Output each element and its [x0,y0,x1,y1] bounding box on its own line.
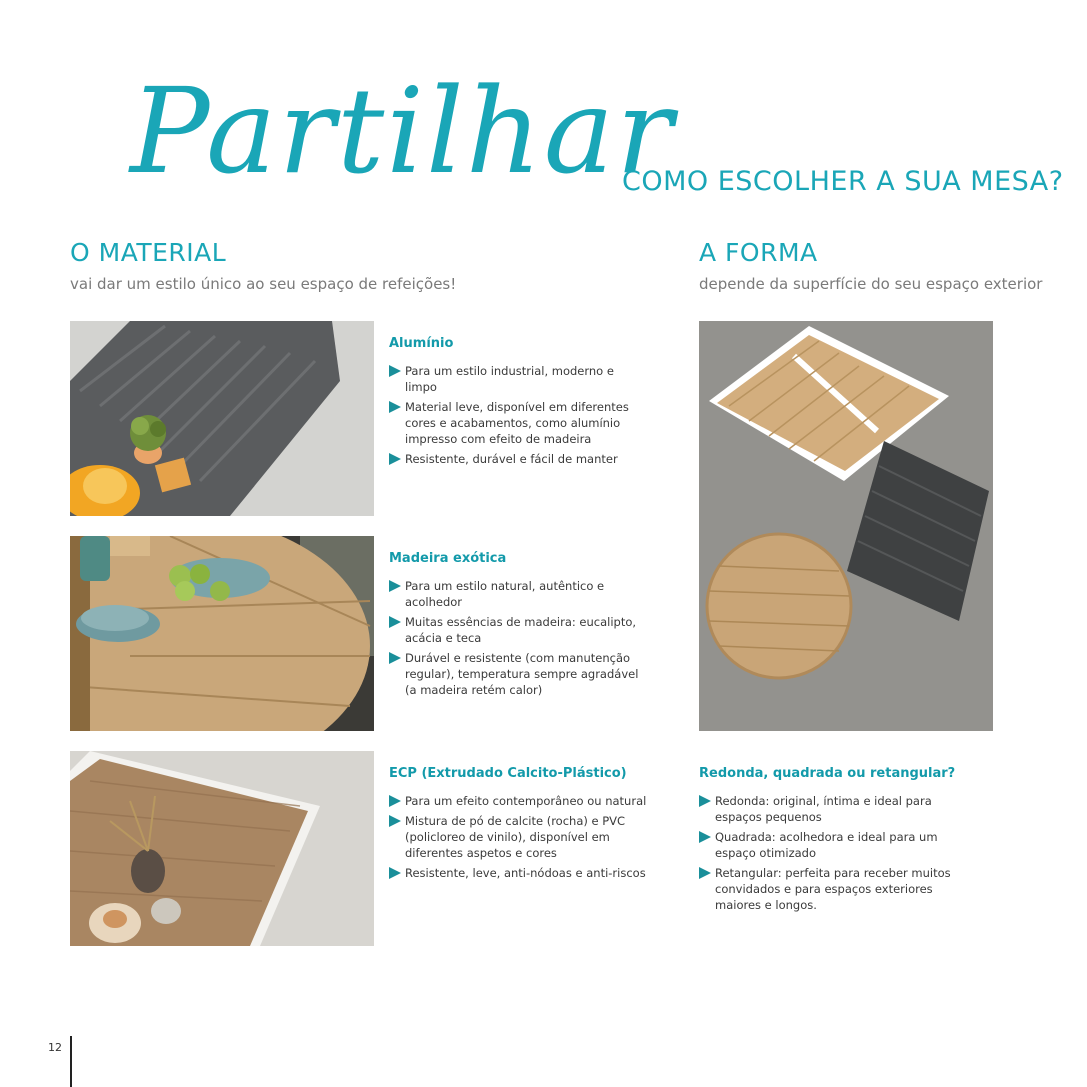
list-item: Quadrada: acolhedora e ideal para um espaço otimizado [699,829,959,861]
list-item: Retangular: perfeita para receber muitos convidados e para espaços exteriores maiores e longos. [699,865,959,913]
exotic-wood-block [389,551,649,702]
table-shapes-photo [699,321,993,731]
aluminum-bullets [389,363,639,467]
exotic-wood-bullets [389,578,649,698]
list-item: Durável e resistente (com manutenção regular), temperatura sempre agradável (a madeira retém calor) [389,650,649,698]
shape-subheading: depende da superfície do seu espaço exterior [699,275,1043,293]
list-item: Resistente, durável e fácil de manter [389,451,639,467]
list-item: Para um efeito contemporâneo ou natural [389,793,649,809]
shape-bullets [699,793,959,913]
triangle-bullet-icon [389,401,401,413]
triangle-bullet-icon [389,616,401,628]
page-number: 12 [48,1041,62,1054]
list-item: Muitas essências de madeira: eucalipto, acácia e teca [389,614,649,646]
ecp-table-photo [70,751,374,946]
aluminum-title: Alumínio [389,336,454,351]
list-item: Resistente, leve, anti-nódoas e anti-riscos [389,865,649,881]
ecp-title: ECP (Extrudado Calcito-Plástico) [389,766,627,781]
shape-block [699,766,959,917]
list-item: Para um estilo industrial, moderno e limpo [389,363,639,395]
material-heading: O MATERIAL [70,238,227,267]
script-title: Partilhar [130,62,675,200]
aluminum-table-photo [70,321,374,516]
triangle-bullet-icon [699,831,711,843]
triangle-bullet-icon [389,652,401,664]
list-item: Para um estilo natural, autêntico e acolhedor [389,578,649,610]
ecp-bullets [389,793,649,881]
triangle-bullet-icon [389,580,401,592]
triangle-bullet-icon [389,795,401,807]
footer-divider [70,1036,72,1087]
page-subtitle: COMO ESCOLHER A SUA MESA? [622,166,1064,197]
material-subheading: vai dar um estilo único ao seu espaço de refeições! [70,275,457,293]
list-item: Material leve, disponível em diferentes cores e acabamentos, como alumínio impresso com efeito de madeira [389,399,639,447]
shape-title: Redonda, quadrada ou retangular? [699,766,956,781]
list-item: Redonda: original, íntima e ideal para espaços pequenos [699,793,959,825]
ecp-block [389,766,649,885]
exotic-wood-title: Madeira exótica [389,551,507,566]
list-item: Mistura de pó de calcite (rocha) e PVC (policloreo de vinilo), disponível em diferentes aspetos e cores [389,813,649,861]
triangle-bullet-icon [389,453,401,465]
triangle-bullet-icon [389,867,401,879]
exotic-wood-table-photo [70,536,374,731]
triangle-bullet-icon [389,815,401,827]
triangle-bullet-icon [699,867,711,879]
triangle-bullet-icon [699,795,711,807]
aluminum-block [389,336,639,471]
triangle-bullet-icon [389,365,401,377]
shape-heading: A FORMA [699,238,818,267]
